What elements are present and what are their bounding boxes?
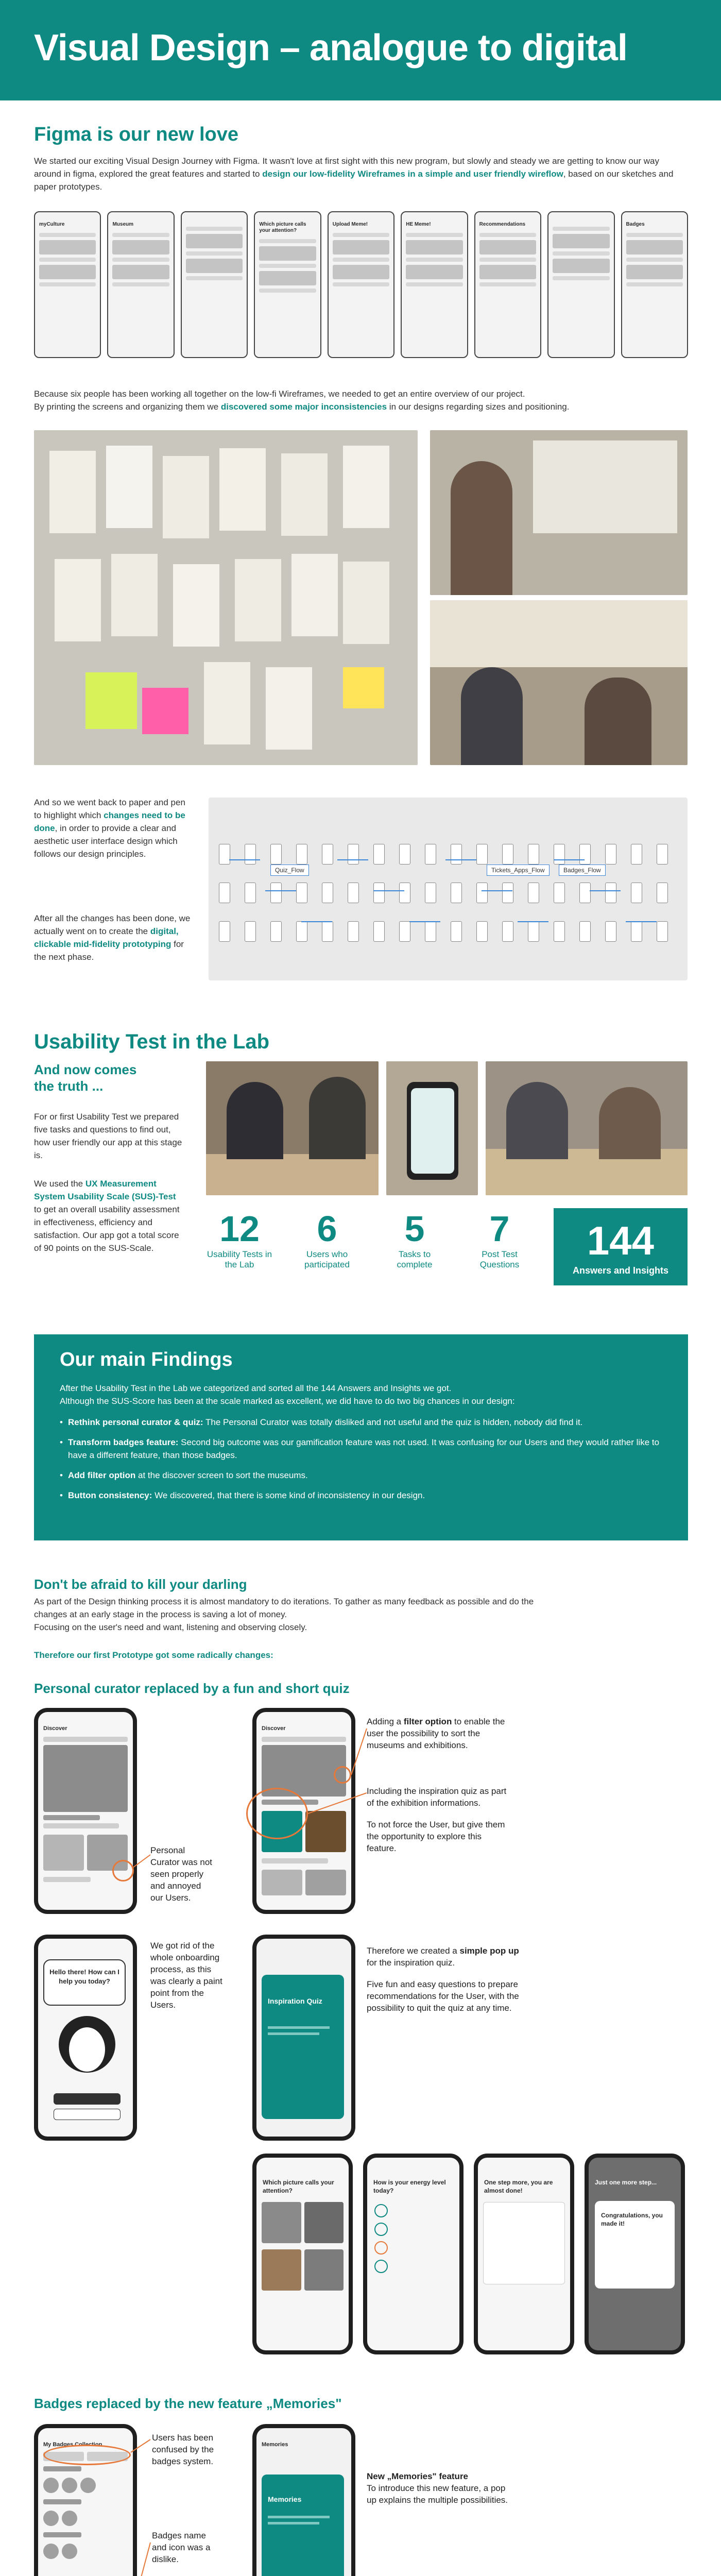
flow-thumbnail — [657, 921, 668, 942]
flow-thumbnail — [425, 844, 436, 865]
usability-text-2a: We used the — [34, 1179, 85, 1189]
wireframe-screen — [474, 211, 541, 358]
curator-highlight-circle — [112, 1860, 134, 1882]
phone-badges-title: My Badges Collection — [43, 2442, 102, 2448]
paper-text-1: Because six people has been working all together on the low-fi Wireframes, we needed to get an entire overview of our project. — [34, 389, 525, 399]
phone-memories-popup — [252, 2424, 355, 2576]
figma-heading: Figma is our new love — [34, 124, 238, 145]
stat-label: Usability Tests in the Lab — [207, 1249, 272, 1269]
phone-screen — [367, 2158, 459, 2350]
wireframe-title: Recommendations — [479, 222, 526, 227]
stat-answers — [554, 1208, 688, 1285]
wireframe-title: HE Meme! — [406, 222, 431, 227]
finding-item: • Add filter option at the discover screen to sort the museums. — [60, 1470, 308, 1480]
wireframe-strip — [34, 211, 688, 358]
flow-thumbnail — [219, 921, 230, 942]
paper-text-highlight: discovered some major inconsistencies — [220, 402, 387, 412]
phone-discover-title-new: Discover — [262, 1725, 286, 1732]
figma-intro-text-end: , based on our sketches and paper prototypes. — [34, 169, 674, 192]
badges-heading: Badges replaced by the new feature „Memories" — [34, 2396, 342, 2411]
flow-thumbnail — [631, 883, 642, 903]
annot-popup — [367, 1945, 521, 1969]
paper-text — [34, 387, 688, 413]
phone-q2: How is your energy level today? — [373, 2179, 446, 2194]
flow-thumbnail — [425, 883, 436, 903]
annot-confused: Users has been confused by the badges system. — [152, 2433, 214, 2466]
flow-connector — [337, 859, 368, 860]
finding-bold: Button consistency: — [68, 1490, 152, 1500]
flow-label-badges: Badges_Flow — [559, 865, 606, 876]
flow-connector — [301, 921, 332, 922]
flow-thumbnail — [373, 844, 385, 865]
flow-connector — [626, 921, 657, 922]
flow-thumbnail — [476, 844, 488, 865]
findings-panel — [34, 1334, 688, 1540]
annot-force: To not force the User, but give them the opportunity to explore this feature. — [367, 1820, 505, 1853]
annot-filter-bold: filter option — [403, 1717, 452, 1726]
flow-thumbnail — [245, 844, 256, 865]
stat-value: 5 — [404, 1209, 425, 1249]
finding-bold: Transform badges feature: — [68, 1437, 179, 1447]
paper-text-3: in our designs regarding sizes and positioning. — [387, 402, 570, 412]
findings-intro-2: Although the SUS-Score has been at the scale marked as excellent, we did have to do two big chances in our design: — [60, 1396, 515, 1406]
flow-thumbnail — [657, 883, 668, 903]
lab-test-phone-photo — [386, 1061, 478, 1195]
stat-value: 144 — [587, 1218, 655, 1263]
figma-flow-overview — [209, 798, 688, 980]
flow-thumbnail — [373, 921, 385, 942]
wireframe-screen — [107, 211, 174, 358]
flow-thumbnail — [657, 844, 668, 865]
flow-label-quiz: Quiz_Flow — [270, 865, 309, 876]
phone-quiz-popup — [252, 1935, 355, 2141]
flow-thumbnail — [476, 883, 488, 903]
flow-thumbnail — [219, 844, 230, 865]
flow-thumbnail — [399, 844, 410, 865]
back-text-2a: After all the changes has been done, we actually went on to create the — [34, 913, 191, 936]
flow-thumbnail — [322, 921, 333, 942]
flow-thumbnail — [270, 883, 282, 903]
usability-text-1: For or first Usability Test we prepared five tasks and questions to find out, how user friendly our app at this stage is. — [34, 1112, 182, 1160]
annot-new-feature — [367, 2470, 511, 2506]
wireframe-title: Badges — [626, 222, 645, 227]
stat-label: Tasks to complete — [397, 1249, 433, 1269]
flow-thumbnail — [399, 921, 410, 942]
usability-text-2 — [34, 1177, 183, 1255]
figma-intro-highlight: design our low-fidelity Wireframes in a simple and user friendly wireflow — [262, 169, 563, 179]
wireframe-screen — [401, 211, 468, 358]
annot-popup-b: for the inspiration quiz. — [367, 1958, 455, 1968]
flow-thumbnail — [502, 844, 513, 865]
flow-thumbnail — [579, 921, 591, 942]
darling-text-2: Focusing on the user's need and want, listening and observing closely. — [34, 1622, 307, 1632]
wireframe-title: Which picture calls your attention? — [259, 222, 306, 233]
darling-emphasis: Therefore our first Prototype got some radically changes: — [34, 1650, 273, 1660]
wireframe-screen — [547, 211, 614, 358]
phone-screen — [256, 1939, 351, 2137]
finding-text: Second big outcome was our gamification feature was not used. It was confusing for our Users and they would rather like to have a different feature, than those badges. — [68, 1437, 660, 1460]
flow-thumbnail — [502, 883, 513, 903]
flow-label-tickets: Tickets_Apps_Flow — [487, 865, 550, 876]
back-text-1a: And so we went back to paper and pen to highlight which — [34, 798, 185, 820]
annot-steps: Five fun and easy questions to prepare recommendations for the User, with the possibility to quit the quiz at any time. — [367, 1979, 519, 2013]
back-text-1b: , in order to provide a clear and aesthetic user interface design which follows our design principles. — [34, 823, 178, 859]
stat-users — [294, 1208, 360, 1270]
finding-item: • Rethink personal curator & quiz: The Personal Curator was totally disliked and not useful and the quiz is hidden, nobody did find it. — [60, 1417, 583, 1427]
flow-thumbnail — [322, 844, 333, 865]
phone-screen — [256, 2428, 351, 2576]
flow-thumbnail — [502, 921, 513, 942]
curator-heading: Personal curator replaced by a fun and short quiz — [34, 1681, 350, 1696]
phone-quiz-step-1 — [252, 2154, 353, 2354]
stat-label: Post Test Questions — [479, 1249, 520, 1269]
flow-thumbnail — [579, 883, 591, 903]
filter-highlight-circle — [334, 1766, 351, 1784]
finding-text: at the discover screen to sort the museums. — [135, 1470, 308, 1480]
flow-connector — [445, 859, 476, 860]
usability-subheading: And now comes the truth ... — [34, 1062, 137, 1094]
stat-value: 7 — [489, 1209, 510, 1249]
flow-thumbnail — [348, 921, 359, 942]
flow-thumbnail — [296, 883, 307, 903]
flow-thumbnail — [554, 844, 565, 865]
annot-dislike: Badges name and icon was a dislike. — [152, 2531, 211, 2564]
annot-popup-a: Therefore we created a — [367, 1946, 460, 1956]
flow-thumbnail — [219, 883, 230, 903]
phone-q4: Just one more step... — [595, 2179, 657, 2186]
stat-value: 12 — [219, 1209, 260, 1249]
flow-thumbnail — [296, 921, 307, 942]
phone-memories-title: Memories — [262, 2442, 288, 2448]
back-text-2b: for the next phase. — [34, 939, 184, 962]
flow-thumbnail — [554, 883, 565, 903]
annot-filter-a: Adding a — [367, 1717, 404, 1726]
flow-thumbnail — [579, 844, 591, 865]
back-to-paper-text-1 — [34, 796, 194, 860]
annot-onboard: We got rid of the whole onboarding process, as this was clearly a paint point from the Users. — [150, 1941, 222, 2010]
usability-text-2-highlight: UX Measurement System Usability Scale (SUS)-Test — [34, 1179, 176, 1201]
lab-test-photo-1 — [206, 1061, 379, 1195]
phone-screen — [38, 1939, 133, 2137]
darling-text — [34, 1595, 549, 1634]
wireframe-screen — [34, 211, 101, 358]
wireframe-title: myCulture — [39, 222, 65, 227]
wall-of-wireframes-photo — [34, 430, 418, 765]
flow-thumbnail — [528, 883, 539, 903]
wireframe-screen — [254, 211, 321, 358]
darling-heading: Don't be afraid to kill your darling — [34, 1577, 247, 1592]
wireframe-screen — [181, 211, 248, 358]
figma-intro-text: We started our exciting Visual Design Journey with Figma. It wasn't love at first sight with this new program, but slowly and steady we are getting to know our way around in figma, explored the great features and started to — [34, 156, 659, 179]
annot-new-text: To introduce this new feature, a pop up explains the multiple possibilities. — [367, 2483, 508, 2505]
flow-thumbnail — [245, 921, 256, 942]
flow-connector — [409, 921, 440, 922]
wireframe-title — [182, 212, 247, 224]
flow-thumbnail — [270, 921, 282, 942]
wireframe-title: Upload Meme! — [332, 222, 368, 227]
flow-thumbnail — [554, 921, 565, 942]
flow-thumbnail — [245, 883, 256, 903]
page-title: Visual Design – analogue to digital — [34, 27, 627, 69]
back-text-2-highlight: digital, clickable mid-fidelity prototyping — [34, 926, 179, 949]
phone-screen — [256, 2158, 349, 2350]
wireframe-title: Museum — [112, 222, 133, 227]
flow-thumbnail — [270, 844, 282, 865]
phone-discover-old — [34, 1708, 137, 1914]
flow-thumbnail — [373, 883, 385, 903]
team-at-table-photo — [430, 600, 688, 765]
flow-thumbnail — [451, 921, 462, 942]
phone-screen — [589, 2158, 681, 2350]
flow-thumbnail — [296, 844, 307, 865]
phone-congrats: Congratulations, you made it! — [595, 2201, 675, 2289]
flow-thumbnail — [528, 921, 539, 942]
page-header — [0, 0, 721, 100]
findings-intro — [60, 1382, 662, 1408]
finding-item: • Transform badges feature: Second big outcome was our gamification feature was not used. It was confusing for our Users and they would rather like to have a different feature, than those badges. — [60, 1437, 660, 1460]
paper-text-2: By printing the screens and organizing them we — [34, 402, 221, 412]
flow-thumbnail — [348, 844, 359, 865]
usability-heading: Usability Test in the Lab — [34, 1030, 270, 1053]
phone-quiz-title: Inspiration Quiz — [268, 1997, 322, 2005]
finding-bold: Add filter option — [68, 1470, 136, 1480]
flow-connector — [518, 921, 548, 922]
annot-new-bold: New „Memories" feature — [367, 2471, 469, 2481]
finding-bold: Rethink personal curator & quiz: — [68, 1417, 203, 1427]
back-to-paper-text-2 — [34, 912, 194, 963]
annot-quiz: Including the inspiration quiz as part of the exhibition informations. — [367, 1786, 507, 1808]
annot-curator: Personal Curator was not seen properly and annoyed our Users. — [150, 1845, 212, 1903]
flow-connector — [265, 890, 296, 891]
flow-connector — [482, 890, 512, 891]
flow-thumbnail — [451, 844, 462, 865]
lab-test-photo-2 — [486, 1061, 688, 1195]
stat-value: 6 — [317, 1209, 337, 1249]
flow-thumbnail — [399, 883, 410, 903]
findings-heading: Our main Findings — [60, 1349, 233, 1370]
annot-filter — [367, 1716, 511, 1751]
flow-connector — [590, 890, 621, 891]
back-text-1-highlight: changes need to be done — [34, 810, 185, 833]
findings-intro-1: After the Usability Test in the Lab we categorized and sorted all the 144 Answers and Insights we got. — [60, 1383, 452, 1393]
stat-usability-tests — [206, 1208, 273, 1270]
flow-thumbnail — [348, 883, 359, 903]
flow-thumbnail — [605, 921, 616, 942]
quiz-highlight-circle — [246, 1788, 308, 1839]
flow-thumbnail — [528, 844, 539, 865]
phone-hello-bubble: Hello there! How can I help you today? — [43, 1959, 126, 2006]
team-at-wall-photo-1 — [430, 430, 688, 595]
flow-thumbnail — [476, 921, 488, 942]
phone-memories-sub: Memories — [268, 2495, 302, 2503]
wireframe-title — [548, 212, 613, 224]
findings-list — [60, 1416, 662, 1509]
stat-label: Answers and Insights — [572, 1265, 669, 1276]
flow-thumbnail — [451, 883, 462, 903]
finding-text: The Personal Curator was totally disliked and not useful and the quiz is hidden, nobody did find it. — [203, 1417, 583, 1427]
phone-quiz-step-3 — [474, 2154, 574, 2354]
stat-label: Users who participated — [304, 1249, 350, 1269]
flow-connector — [229, 859, 260, 860]
stat-tasks — [381, 1208, 448, 1270]
finding-text: We discovered, that there is some kind of inconsistency in our design. — [152, 1490, 425, 1500]
flow-thumbnail — [425, 921, 436, 942]
wireframe-screen — [621, 211, 688, 358]
phone-discover-title: Discover — [43, 1725, 67, 1732]
flow-thumbnail — [631, 844, 642, 865]
badges-tabs-circle — [43, 2445, 131, 2465]
phone-q3: One step more, you are almost done! — [484, 2179, 553, 2194]
phone-quiz-step-4 — [585, 2154, 685, 2354]
annot-popup-bold: simple pop up — [459, 1946, 519, 1956]
finding-item: • Button consistency: We discovered, that there is some kind of inconsistency in our design. — [60, 1490, 425, 1500]
wireframe-screen — [328, 211, 394, 358]
flow-connector — [373, 890, 404, 891]
memories-popup-card — [262, 2475, 344, 2576]
phone-screen — [478, 2158, 570, 2350]
phone-quiz-step-2 — [363, 2154, 464, 2354]
flow-thumbnail — [631, 921, 642, 942]
usability-text-2b: to get an overall usability assessment in effectiveness, efficiency and satisfaction. Our app got a total score of 90 points on the SUS-Scale. — [34, 1205, 180, 1253]
flow-thumbnail — [605, 844, 616, 865]
figma-intro — [34, 155, 688, 193]
phone-q1: Which picture calls your attention? — [263, 2179, 334, 2194]
flow-thumbnail — [322, 883, 333, 903]
flow-connector — [554, 859, 585, 860]
phone-onboarding-old — [34, 1935, 137, 2141]
stat-questions — [466, 1208, 533, 1270]
darling-text-1: As part of the Design thinking process it is almost mandatory to do iterations. To gather as many feedback as possible and do the changes at an early stage in the process is saving a lot of money. — [34, 1597, 534, 1619]
annot-filter-b: to enable the user the possibility to sort the museums and exhibitions. — [367, 1717, 505, 1750]
flow-thumbnail — [605, 883, 616, 903]
